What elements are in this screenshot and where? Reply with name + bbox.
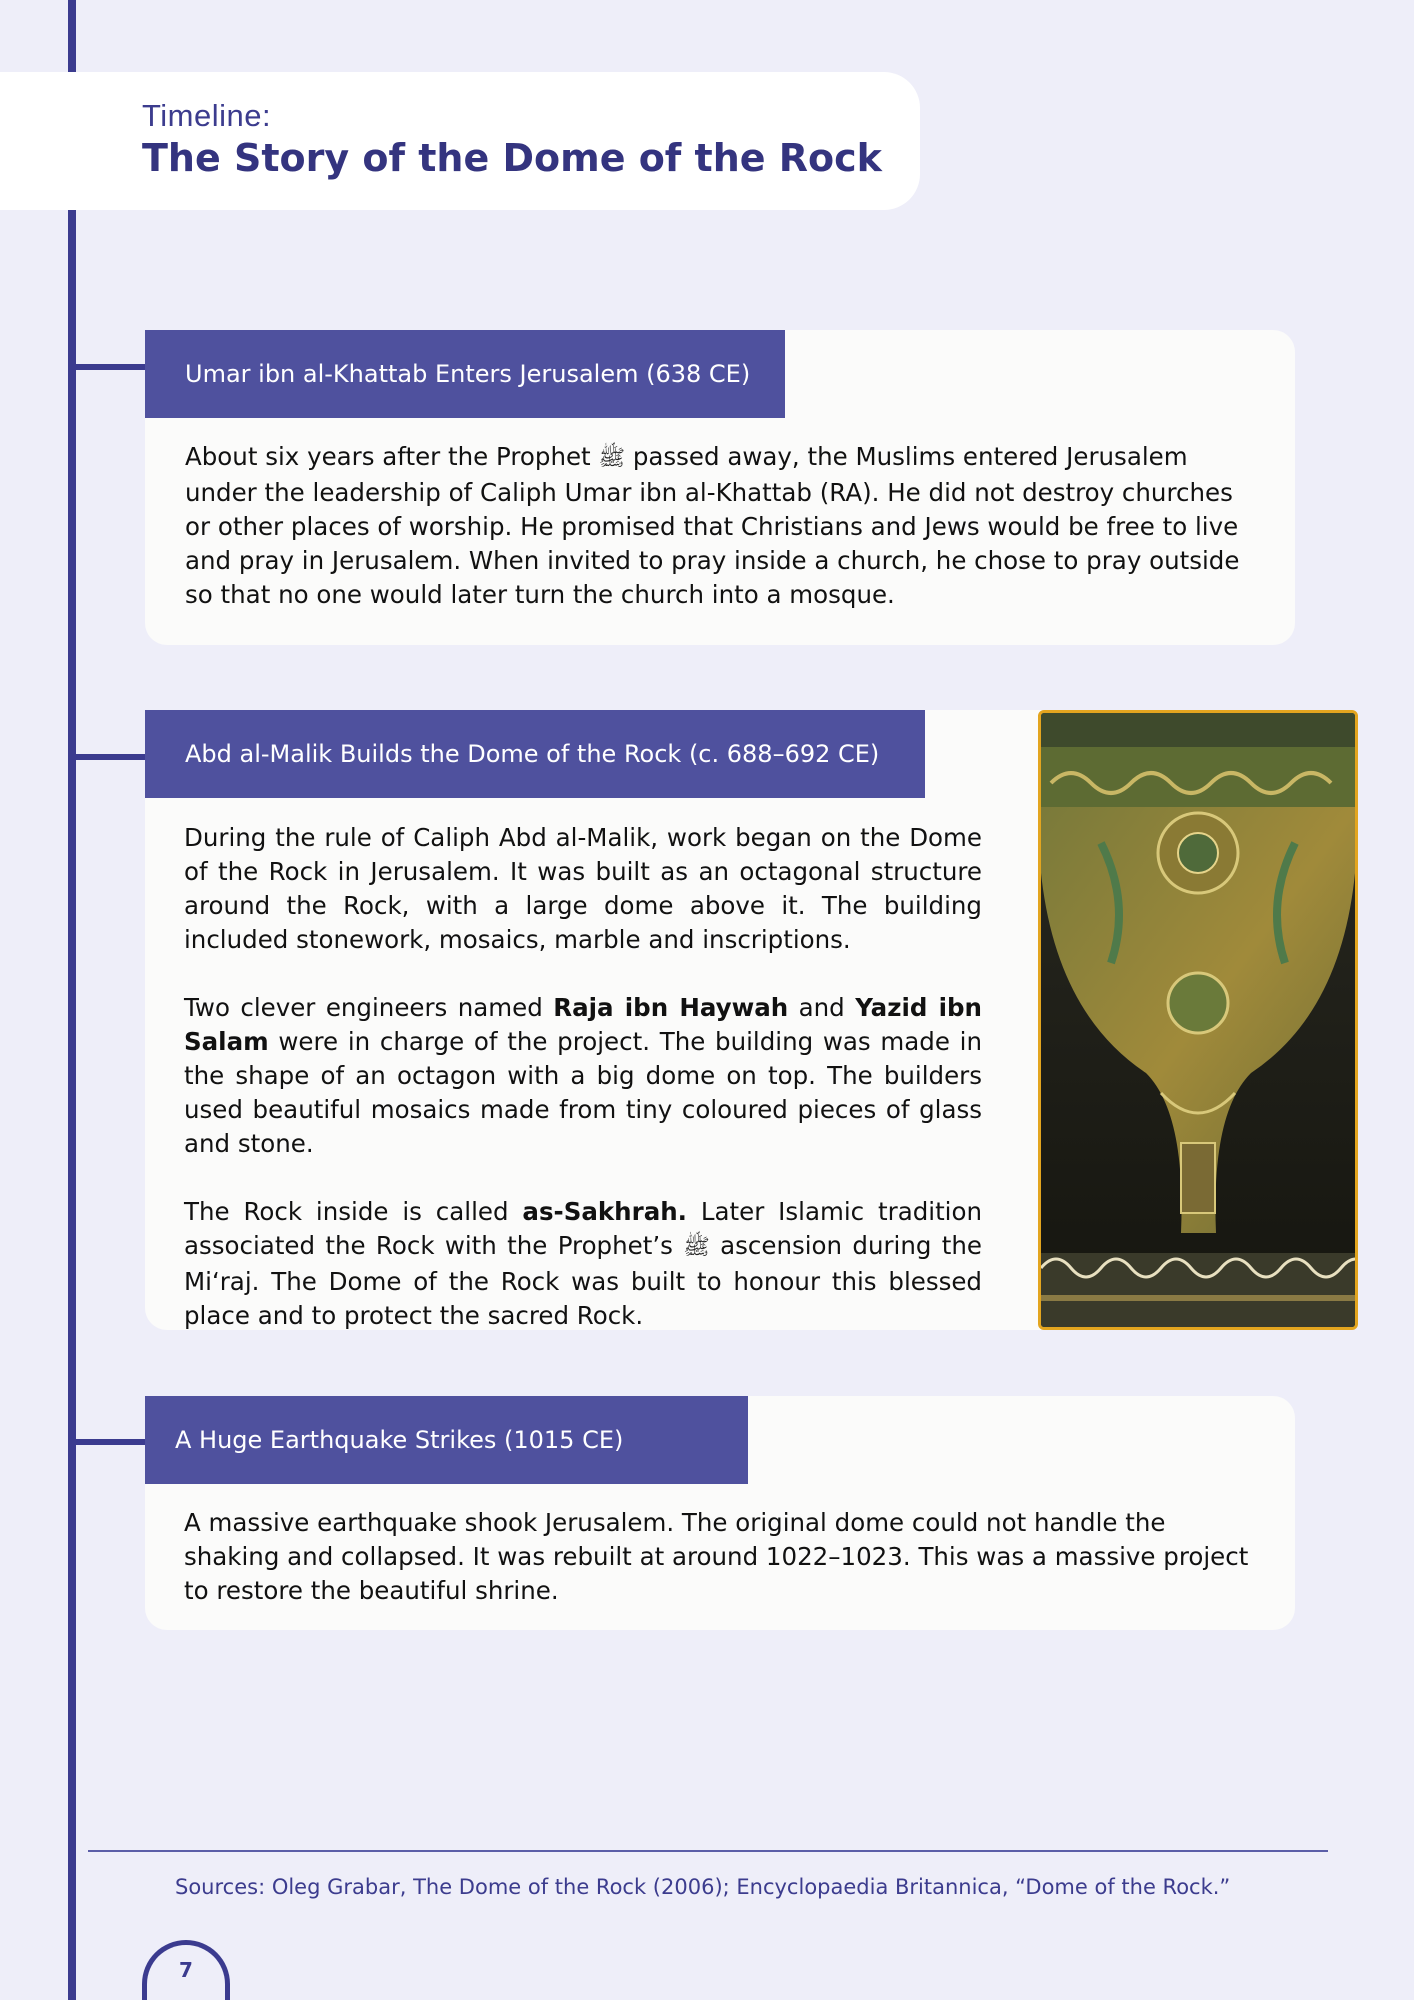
paragraph: During the rule of Caliph Abd al-Malik, work began on the Dome of the Rock in Jerusalem. It was built as an octagonal structure around the Rock, with a large dome above it. The building included stonework, mosaics, marble and inscriptions. (184, 823, 982, 954)
text-segment: ascension during the Mi‘raj. The Dome of the Rock was built to honour this blessed place and to protect the sacred Rock. (184, 1231, 982, 1330)
text-segment: The Rock inside is called (184, 1197, 523, 1226)
timeline-connector (72, 754, 148, 760)
text-segment: were in charge of the project. The building was made in the shape of an octagon with a big dome on top. The builders used beautiful mosaics made from tiny coloured pieces of glass and stone. (184, 1027, 982, 1158)
page-number: 7 (179, 1958, 193, 1982)
page-title: The Story of the Dome of the Rock (142, 136, 882, 180)
timeline-connector (72, 1439, 148, 1445)
text-segment: Two clever engineers named (184, 993, 554, 1022)
timeline-card-heading: A Huge Earthquake Strikes (1015 CE) (145, 1396, 748, 1484)
term-highlight: as-Sakhrah. (522, 1197, 687, 1226)
timeline-card-heading: Umar ibn al-Khattab Enters Jerusalem (638 CE) (145, 330, 785, 418)
timeline-card-text: A massive earthquake shook Jerusalem. The original dome could not handle the shaking and collapsed. It was rebuilt at around 1022–1023. This was a massive project to restore the beautiful shrine. (184, 1508, 1249, 1605)
salawat-glyph: ﷺ (598, 446, 626, 471)
salawat-glyph: ﷺ (683, 1235, 710, 1260)
timeline-card-heading: Abd al-Malik Builds the Dome of the Rock (c. 688–692 CE) (145, 710, 925, 798)
engineer-name: Yazid ibn Salam (184, 993, 982, 1056)
page-kicker: Timeline: (142, 98, 272, 133)
timeline-spine (68, 0, 76, 2000)
paragraph (184, 991, 982, 1161)
timeline-card-text (185, 440, 1265, 612)
mosaic-image (1041, 713, 1355, 1327)
text-segment: and (788, 993, 856, 1022)
timeline-connector (72, 364, 148, 370)
paragraph (184, 1195, 982, 1333)
engineer-name: Raja ibn Haywah (553, 993, 789, 1022)
text-segment: passed away, the Muslims entered Jerusalem under the leadership of Caliph Umar ibn al-Khattab (RA). He did not destroy churches or other places of worship. He promised that Christians and Jews would be free to live and pray in Jerusalem. When invited to pray inside a church, he chose to pray outside so that no one would later turn the church into a mosque. (185, 442, 1240, 609)
timeline-card-text (184, 821, 982, 1333)
text-segment: About six years after the Prophet (185, 442, 599, 471)
footer-divider (88, 1850, 1328, 1852)
sources-note: Sources: Oleg Grabar, The Dome of the Rock (2006); Encyclopaedia Britannica, “Dome of the Rock.” (175, 1875, 1231, 1899)
mosaic-photo (1038, 710, 1358, 1330)
text-segment: Later Islamic tradition associated the Rock with the Prophet’s (184, 1197, 983, 1260)
